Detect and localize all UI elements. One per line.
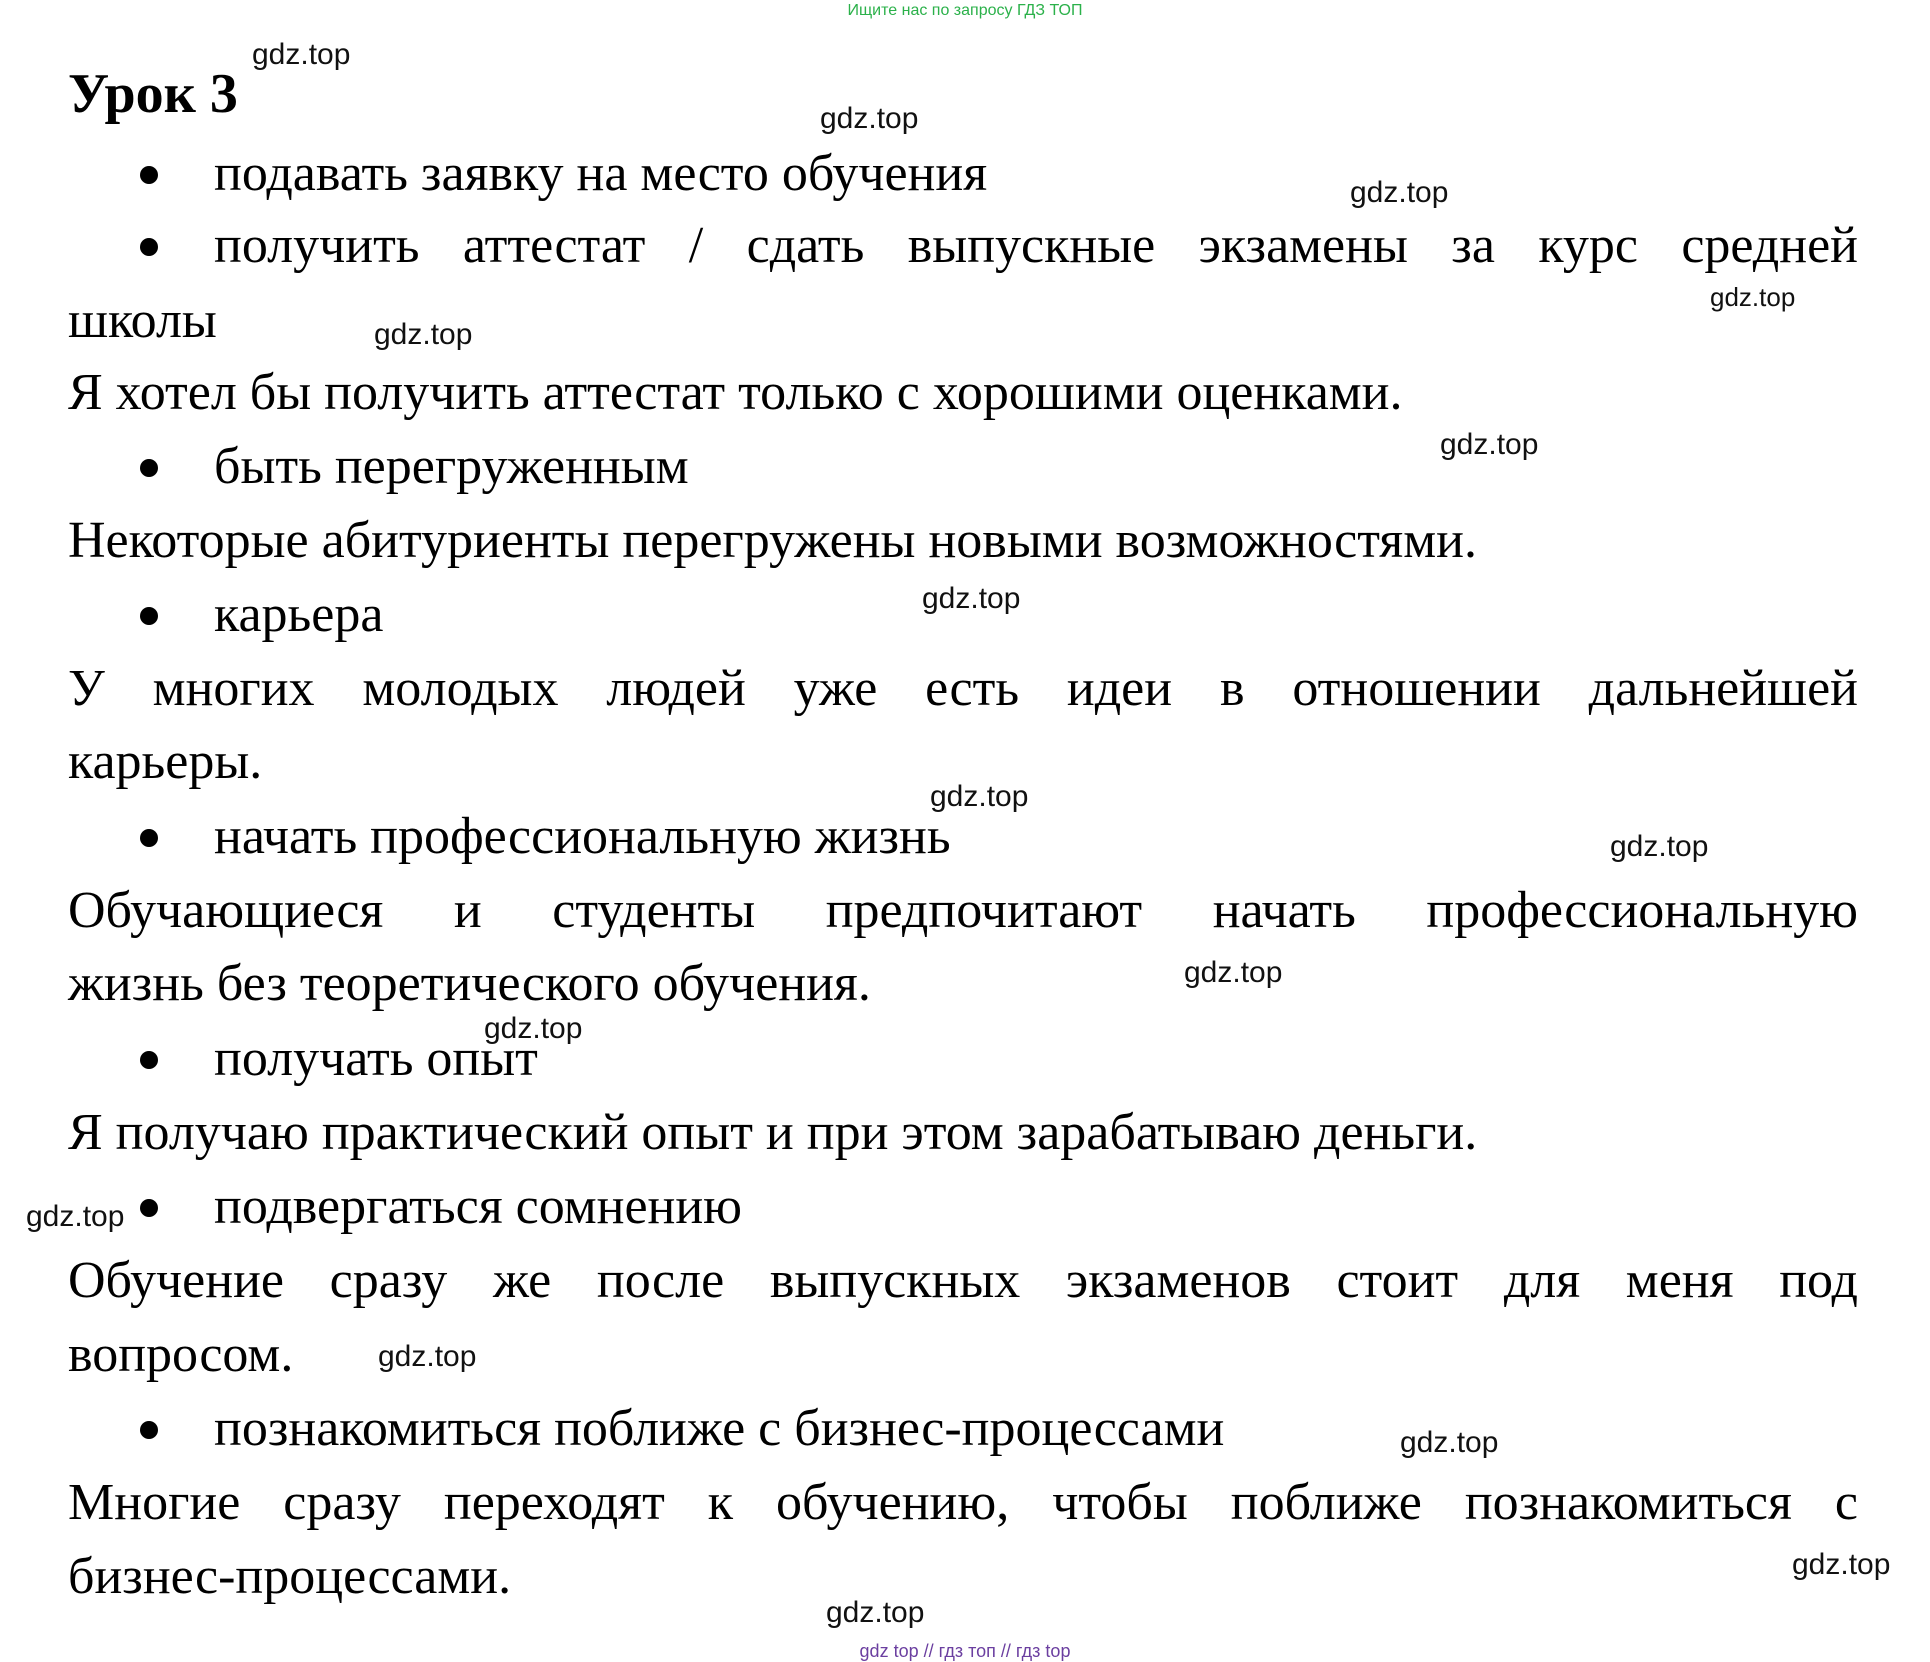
bullet-icon bbox=[140, 829, 158, 847]
example-sentence: Обучающиеся и студенты предпочитают начать профессиональную bbox=[68, 882, 1858, 939]
bullet-icon bbox=[140, 607, 158, 625]
example-sentence: карьеры. bbox=[68, 733, 263, 790]
phrase-continuation: школы bbox=[68, 292, 217, 349]
top-banner: Ищите нас по запросу ГДЗ ТОП bbox=[847, 2, 1083, 19]
bullet-icon bbox=[140, 166, 158, 184]
watermark: gdz.top bbox=[1710, 282, 1796, 312]
watermark: gdz.top bbox=[1350, 176, 1449, 209]
watermark: gdz.top bbox=[1184, 956, 1283, 989]
phrase-text: начать профессиональную жизнь bbox=[214, 808, 951, 865]
watermark: gdz.top bbox=[378, 1340, 477, 1373]
watermark: gdz.top bbox=[484, 1012, 583, 1045]
example-sentence: У многих молодых людей уже есть идеи в отношении дальнейшей bbox=[68, 660, 1858, 717]
watermark: gdz.top bbox=[1400, 1426, 1499, 1459]
watermark: gdz.top bbox=[930, 780, 1029, 813]
example-sentence: Я хотел бы получить аттестат только с хорошими оценками. bbox=[68, 364, 1403, 421]
example-sentence: бизнес-процессами. bbox=[68, 1548, 512, 1605]
watermark: gdz.top bbox=[1440, 428, 1539, 461]
footer-watermark: gdz top // гдз топ // гдз top bbox=[859, 1641, 1071, 1661]
bullet-icon bbox=[140, 238, 158, 256]
example-sentence: Я получаю практический опыт и при этом зарабатываю деньги. bbox=[68, 1104, 1478, 1161]
phrase-text: карьера bbox=[214, 586, 384, 643]
phrase-text: получить аттестат / сдать выпускные экзамены за курс средней bbox=[214, 217, 1858, 274]
phrase-text: подавать заявку на место обучения bbox=[214, 145, 988, 202]
watermark: gdz.top bbox=[826, 1596, 925, 1629]
watermark: gdz.top bbox=[26, 1200, 125, 1233]
example-sentence: Многие сразу переходят к обучению, чтобы поближе познакомиться с bbox=[68, 1474, 1858, 1531]
watermark: gdz.top bbox=[1610, 830, 1709, 863]
phrase-text: быть перегруженным bbox=[214, 438, 689, 495]
watermark: gdz.top bbox=[252, 38, 351, 71]
bullet-icon bbox=[140, 459, 158, 477]
phrase-text: познакомиться поближе с бизнес-процессами bbox=[214, 1400, 1225, 1457]
watermark: gdz.top bbox=[922, 582, 1021, 615]
phrase-text: получать опыт bbox=[214, 1030, 538, 1087]
lesson-title: Урок 3 bbox=[68, 63, 238, 125]
watermark: gdz.top bbox=[1792, 1548, 1891, 1581]
phrase-text: подвергаться сомнению bbox=[214, 1178, 743, 1235]
watermark: gdz.top bbox=[820, 102, 919, 135]
example-sentence: Некоторые абитуриенты перегружены новыми возможностями. bbox=[68, 512, 1477, 569]
bullet-icon bbox=[140, 1199, 158, 1217]
watermark: gdz.top bbox=[374, 318, 473, 351]
example-sentence: жизнь без теоретического обучения. bbox=[68, 955, 871, 1012]
bullet-icon bbox=[140, 1421, 158, 1439]
example-sentence: Обучение сразу же после выпускных экзаменов стоит для меня под bbox=[68, 1252, 1858, 1309]
example-sentence: вопросом. bbox=[68, 1326, 294, 1383]
bullet-icon bbox=[140, 1051, 158, 1069]
